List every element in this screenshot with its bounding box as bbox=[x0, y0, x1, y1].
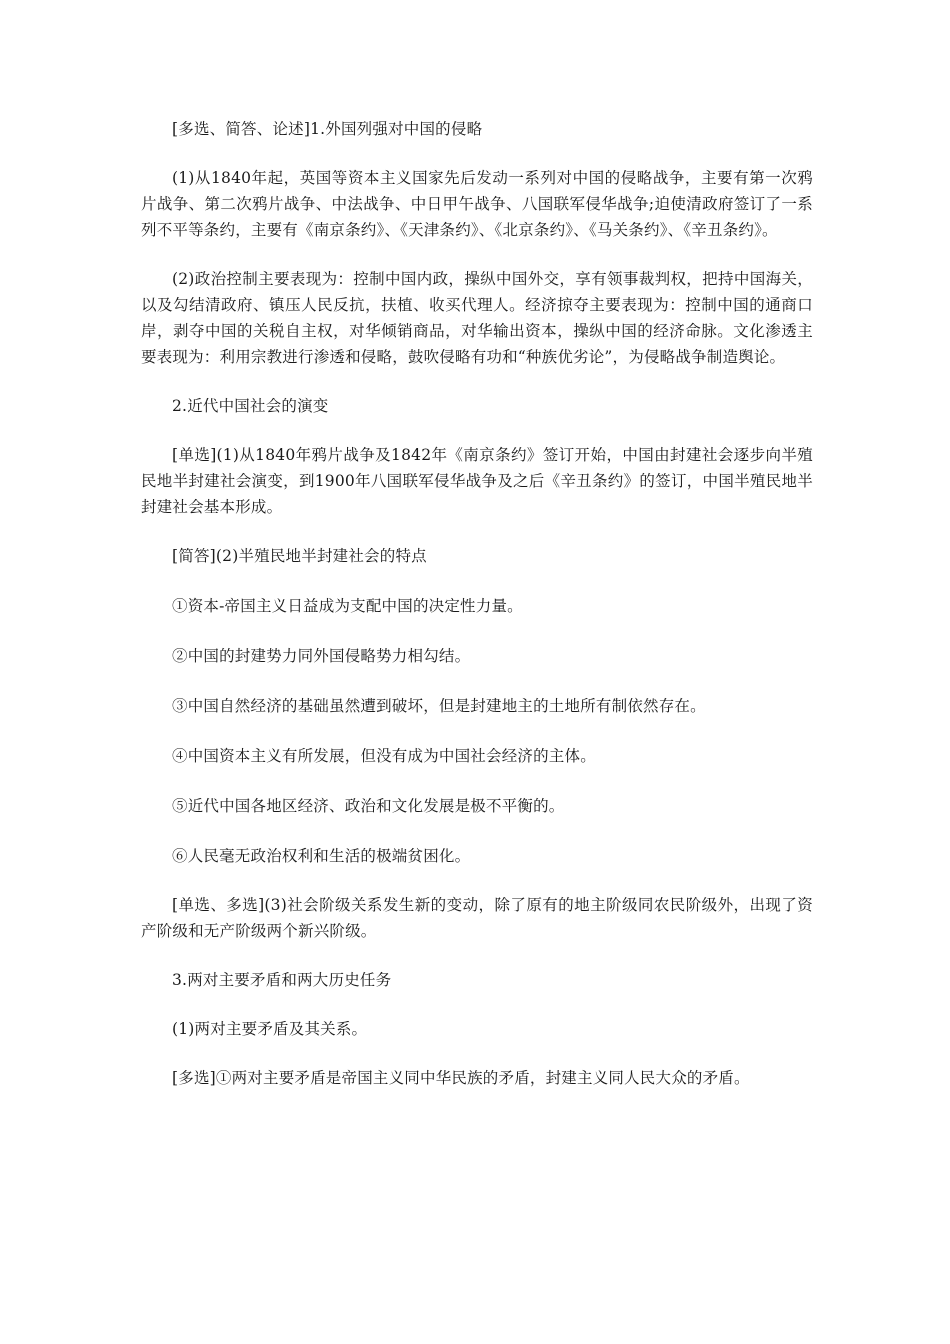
paragraph-class-relations: [单选、多选](3)社会阶级关系发生新的变动，除了原有的地主阶级同农民阶级外，出现了资产阶级和无产阶级两个新兴阶级。 bbox=[141, 896, 813, 940]
paragraph-wars-and-treaties: (1)从1840年起，英国等资本主义国家先后发动一系列对中国的侵略战争，主要有第一次鸦片战争、第二次鸦片战争、中法战争、中日甲午战争、八国联军侵华战争;迫使清政府签订了一系列不平等条约，主要有《南京条约》、《天津条约》、《北京条约》、《马关条约》、《辛丑条约》。 bbox=[141, 169, 813, 239]
paragraph-two-contradictions: [多选]①两对主要矛盾是帝国主义同中华民族的矛盾，封建主义同人民大众的矛盾。 bbox=[172, 1069, 750, 1087]
paragraph-society-evolution: [单选](1)从1840年鸦片战争及1842年《南京条约》签订开始，中国由封建社会逐步向半殖民地半封建社会演变，到1900年八国联军侵华战争及之后《辛丑条约》的签订，中国半殖民地半封建社会基本形成。 bbox=[141, 446, 813, 516]
paragraph-control-forms: (2)政治控制主要表现为：控制中国内政，操纵中国外交，享有领事裁判权，把持中国海关，以及勾结清政府、镇压人民反抗，扶植、收买代理人。经济掠夺主要表现为：控制中国的通商口岸，剥夺中国的关税自主权，对华倾销商品，对华输出资本，操纵中国的经济命脉。文化渗透主要表现为：利用宗教进行渗透和侵略，鼓吹侵略有功和“种族优劣论”，为侵略战争制造舆论。 bbox=[141, 270, 813, 366]
section-2-heading: 2.近代中国社会的演变 bbox=[172, 397, 329, 415]
feature-item-3: ③中国自然经济的基础虽然遭到破坏，但是封建地主的土地所有制依然存在。 bbox=[172, 697, 706, 715]
feature-item-5: ⑤近代中国各地区经济、政治和文化发展是极不平衡的。 bbox=[172, 797, 565, 815]
feature-item-1: ①资本-帝国主义日益成为支配中国的决定性力量。 bbox=[172, 597, 523, 615]
feature-item-4: ④中国资本主义有所发展，但没有成为中国社会经济的主体。 bbox=[172, 747, 596, 765]
feature-item-2: ②中国的封建势力同外国侵略势力相勾结。 bbox=[172, 647, 471, 665]
feature-item-6: ⑥人民毫无政治权利和生活的极端贫困化。 bbox=[172, 847, 471, 865]
document-body bbox=[141, 116, 813, 1091]
section-3-heading: 3.两对主要矛盾和两大历史任务 bbox=[172, 971, 392, 989]
subheading-semi-colonial-features: [简答](2)半殖民地半封建社会的特点 bbox=[172, 547, 427, 565]
subheading-two-contradictions: (1)两对主要矛盾及其关系。 bbox=[172, 1020, 368, 1038]
section-1-heading: [多选、简答、论述]1.外国列强对中国的侵略 bbox=[172, 120, 483, 138]
